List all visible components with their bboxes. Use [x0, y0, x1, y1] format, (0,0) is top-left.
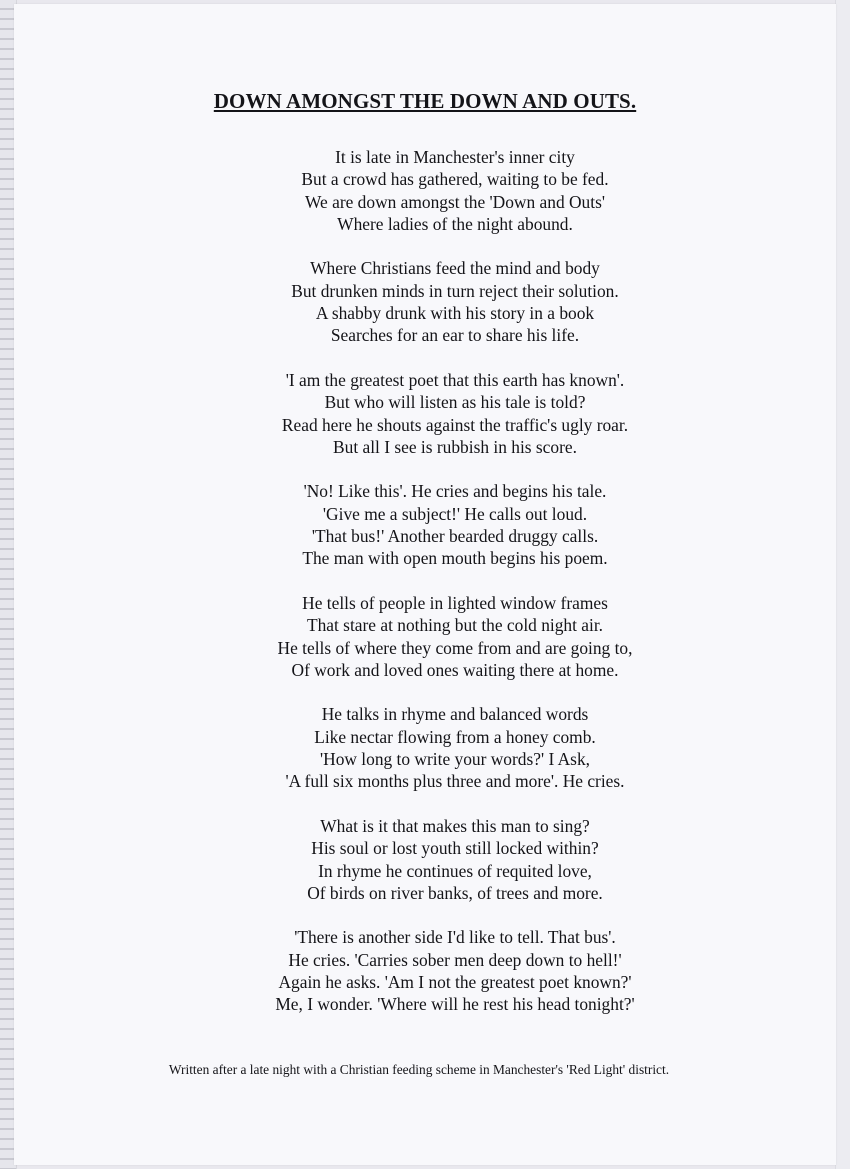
stanza: [0, 703, 850, 792]
poem-line: Where ladies of the night abound.: [337, 213, 573, 234]
poem-line: But all I see is rubbish in his score.: [333, 436, 577, 457]
stanza: [0, 592, 850, 681]
poem-line: He tells of people in lighted window frames: [302, 592, 608, 613]
poem-line: He tells of where they come from and are going to,: [277, 637, 633, 658]
poem-line: But drunken minds in turn reject their solution.: [291, 280, 619, 301]
poem-line: Of work and loved ones waiting there at home.: [291, 659, 619, 680]
stanza: [0, 926, 850, 1015]
footnote: Written after a late night with a Christian feeding scheme in Manchester's 'Red Light' district.: [168, 1062, 670, 1077]
stanza: [0, 815, 850, 904]
stanza: [0, 257, 850, 346]
poem-line: He talks in rhyme and balanced words: [321, 704, 589, 725]
poem-line: 'A full six months plus three and more'. He cries.: [285, 771, 625, 792]
poem-line: 'How long to write your words?' I Ask,: [320, 749, 590, 770]
poem-line: Like nectar flowing from a honey comb.: [314, 726, 596, 747]
poem-line: It is late in Manchester's inner city: [335, 147, 575, 167]
poem-line: 'Give me a subject!' He calls out loud.: [322, 503, 588, 524]
poem-line: But a crowd has gathered, waiting to be fed.: [301, 169, 609, 190]
stanza: [0, 480, 850, 569]
poem-line: Read here he shouts against the traffic's ugly roar.: [281, 414, 629, 435]
stanza: [0, 369, 850, 458]
poem-line: That stare at nothing but the cold night air.: [306, 615, 604, 636]
poem-line: Of birds on river banks, of trees and more.: [307, 882, 603, 903]
poem-line: 'I am the greatest poet that this earth has known'.: [285, 369, 625, 390]
poem-line: A shabby drunk with his story in a book: [315, 303, 595, 324]
poem-body: [0, 146, 850, 1038]
poem-line: The man with open mouth begins his poem.: [302, 548, 608, 569]
poem-title: DOWN AMONGST THE DOWN AND OUTS.: [213, 89, 637, 113]
poem-line: Searches for an ear to share his life.: [330, 325, 580, 346]
poem-line: We are down amongst the 'Down and Outs': [305, 191, 605, 212]
poem-line: 'That bus!' Another bearded druggy calls.: [311, 526, 599, 547]
poem-line: Again he asks. 'Am I not the greatest poet known?': [278, 971, 632, 992]
stanza: [0, 146, 850, 235]
poem-line: He cries. 'Carries sober men deep down to hell!': [288, 949, 622, 970]
poem-line: 'No! Like this'. He cries and begins his tale.: [303, 481, 607, 502]
poem-line: But who will listen as his tale is told?: [324, 392, 586, 413]
poem-line: Me, I wonder. 'Where will he rest his head tonight?': [275, 994, 635, 1015]
poem-line: His soul or lost youth still locked within?: [311, 838, 599, 859]
poem-line: What is it that makes this man to sing?: [320, 815, 590, 836]
poem-line: 'There is another side I'd like to tell. That bus'.: [294, 927, 616, 948]
poem-line: Where Christians feed the mind and body: [310, 258, 600, 279]
poem-line: In rhyme he continues of requited love,: [318, 860, 592, 881]
